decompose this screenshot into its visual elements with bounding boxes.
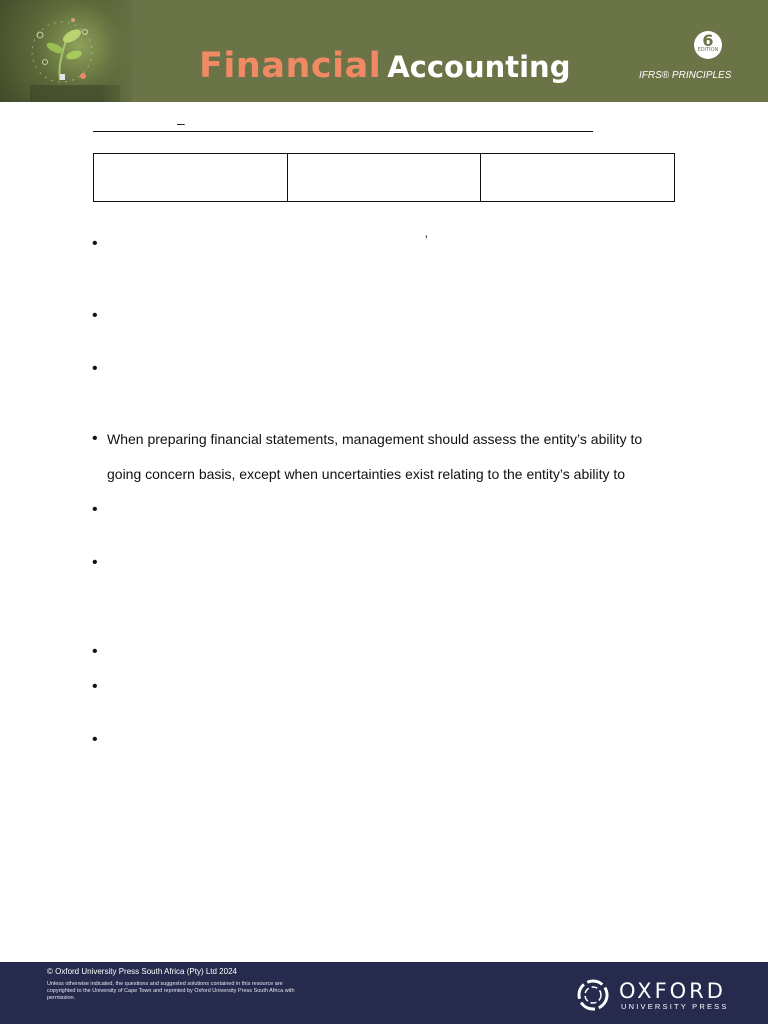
going-concern-line-2: going concern basis, except when uncertainties exist relating to the entity’s ability to	[107, 466, 626, 482]
edition-badge	[694, 31, 722, 59]
summary-table	[93, 153, 675, 202]
footer-permission-note: Unless otherwise indicated, the questions and suggested solutions contained in this resource are copyrighted to the University of Cape Town and reprinted by Oxford University Press South Africa with permission.	[47, 981, 295, 1001]
bullet-point: •	[92, 430, 98, 447]
header-banner	[0, 0, 768, 102]
table-cell	[287, 154, 481, 202]
bullet-point: •	[92, 554, 98, 571]
table-row	[94, 154, 675, 202]
oxford-logo-icon	[576, 978, 612, 1012]
heading-dash: –	[177, 115, 185, 131]
bullet-point: •	[92, 501, 98, 518]
table-cell	[94, 154, 288, 202]
edition-label: EDITION	[697, 47, 719, 53]
banner-fade	[100, 0, 140, 102]
publisher-subtitle: UNIVERSITY PRESS	[621, 1002, 729, 1011]
copyright-text: © Oxford University Press South Africa (Pty) Ltd 2024	[47, 967, 237, 976]
going-concern-line-1: When preparing financial statements, management should assess the entity’s ability to	[107, 431, 643, 447]
bullet-point: •	[92, 235, 98, 252]
stray-apostrophe: ’	[425, 233, 428, 247]
edition-number: 6	[702, 31, 714, 50]
publisher-name: OXFORD	[619, 979, 726, 1003]
book-title-accounting: Accounting	[387, 50, 571, 84]
table-cell	[481, 154, 675, 202]
bullet-point: •	[92, 678, 98, 695]
heading-underline	[93, 131, 593, 132]
bullet-point: •	[92, 731, 98, 748]
bullet-point: •	[92, 307, 98, 324]
book-title-financial: Financial	[199, 46, 382, 86]
ifrs-subtitle: IFRS® PRINCIPLES	[639, 70, 732, 81]
bullet-point: •	[92, 643, 98, 660]
book-title	[199, 46, 570, 86]
footer-bar	[0, 962, 768, 1024]
bullet-point: •	[92, 360, 98, 377]
